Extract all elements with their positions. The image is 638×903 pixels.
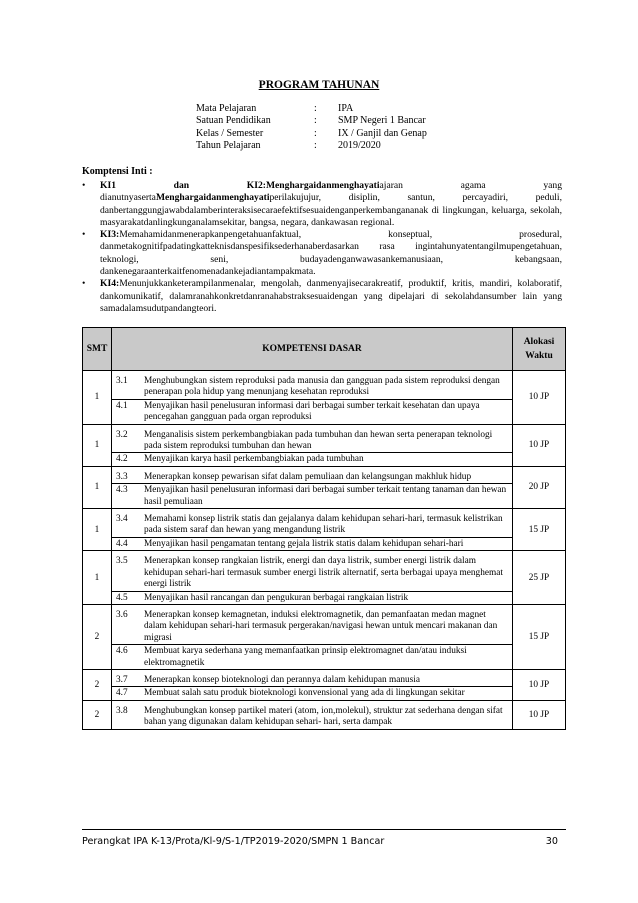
kd-number: 4.6 <box>116 646 128 657</box>
ki-heading: Komptensi Inti : <box>82 166 153 177</box>
identity-row <box>196 140 427 152</box>
kd-text: Menyajikan hasil penelusuran informasi dari berbagai sumber terkait kesehatan dan upaya pencegahan gangguan pada organ reproduksi <box>144 400 480 423</box>
semester-cell: 1 <box>83 424 112 466</box>
kd-item <box>112 551 512 590</box>
semester-cell: 1 <box>83 509 112 551</box>
ki-body-text: perilakujujur, disiplin, santun, percayadiri, peduli, danbertanggungjawabdalamberinteraksisecaraefektifsesuaidenganperkembangananak di lingkungan, keluarga, sekolah, masyarakatdanlingkunganalamsekitar, bangsa, negara, dankawasan regional. <box>100 192 562 228</box>
kd-number: 4.2 <box>116 454 128 465</box>
alokasi-waktu-cell: 15 JP <box>513 604 566 669</box>
alokasi-waktu-cell: 10 JP <box>513 424 566 466</box>
table-row <box>83 551 566 605</box>
identity-val: IX / Ganjil dan Genap <box>338 127 427 139</box>
kd-text: Memahami konsep listrik statis dan gejalanya dalam kehidupan sehari-hari, termasuk kelistrikan pada sistem saraf dan hewan yang mengandung listrik <box>144 514 503 536</box>
kd-text: Menerapkan konsep rangkaian listrik, energi dan daya listrik, sumber energi listrik dalam kehidupan sehari-hari termasuk sumber energi listrik alternatif, serta berbagai upaya menghemat energi listrik <box>144 556 503 590</box>
ki-text <box>100 229 562 278</box>
alokasi-waktu-cell: 10 JP <box>513 700 566 729</box>
identity-key: Satuan Pendidikan <box>196 115 271 127</box>
kd-text: Menerapkan konsep bioteknologi dan perannya dalam kehidupan manusia <box>144 674 420 685</box>
kd-item <box>112 425 512 453</box>
kd-item <box>112 483 512 508</box>
table-row <box>83 424 566 466</box>
kd-number: 3.2 <box>116 429 128 440</box>
table-row <box>83 669 566 700</box>
kd-cell <box>112 509 513 551</box>
kd-cell <box>112 700 513 729</box>
semester-cell: 2 <box>83 669 112 700</box>
header-alokasi-waktu: Alokasi Waktu <box>513 328 566 371</box>
identity-table <box>196 103 427 153</box>
identity-sep: : <box>314 103 317 114</box>
table-row <box>83 700 566 729</box>
identity-key: Mata Pelajaran <box>196 103 257 114</box>
semester-cell: 2 <box>83 700 112 729</box>
ki-text <box>100 180 562 229</box>
identity-row <box>196 115 427 127</box>
ki-bold-text: Menghargaidanmenghayati <box>155 192 270 204</box>
identity-sep: : <box>314 140 317 152</box>
kd-item <box>112 605 512 644</box>
kd-text: Menghubungkan sistem reproduksi pada manusia dan gangguan pada sistem reproduksi dengan penerapan pola hidup yang menunjang kesehatan reproduksi <box>144 376 500 398</box>
ki-item <box>82 180 562 229</box>
kd-text: Membuat salah satu produk bioteknologi konvensional yang ada di lingkungan sekitar <box>144 688 465 699</box>
ki-list <box>82 180 562 315</box>
identity-val: SMP Negeri 1 Bancar <box>338 115 426 127</box>
identity-row <box>196 128 427 140</box>
kd-text: Menyajikan hasil penelusuran informasi dari berbagai sumber terkait tentang tanaman dan hewan hasil pemuliaan <box>144 485 507 507</box>
identity-sep: : <box>314 127 317 139</box>
kd-item <box>112 371 512 399</box>
kd-cell <box>112 551 513 605</box>
ki-item <box>82 229 562 278</box>
alokasi-waktu-cell: 20 JP <box>513 466 566 508</box>
kd-number: 3.6 <box>116 609 128 620</box>
ki-body-text: ajaran agama yang dianutnyaserta <box>100 180 562 204</box>
table-row <box>83 604 566 669</box>
page-footer <box>82 829 566 847</box>
kd-number: 3.5 <box>116 556 128 567</box>
identity-val: 2019/2020 <box>338 140 381 152</box>
kd-item <box>112 452 512 465</box>
kd-cell <box>112 604 513 669</box>
page-number: 30 <box>545 836 558 847</box>
kd-text: Menghubungkan konsep partikel materi (atom, ion,molekul), struktur zat sederhana dengan sifat bahan yang digunakan dalam kehidupan sehari- hari, serta dampak <box>144 705 503 728</box>
table-row <box>83 509 566 551</box>
identity-key: Kelas / Semester <box>196 127 264 139</box>
kd-number: 3.8 <box>116 705 128 716</box>
identity-sep: : <box>314 115 317 127</box>
kd-text: Membuat karya sederhana yang memanfaatkan prinsip elektromagnet dan/atau induksi elektromagnetik <box>144 646 467 668</box>
ki-bold-text: KI4: <box>100 278 120 290</box>
alokasi-waktu-cell: 10 JP <box>513 669 566 700</box>
identity-row <box>196 103 427 115</box>
kd-number: 4.4 <box>116 538 128 549</box>
ki-bold-text: KI3: <box>100 229 120 241</box>
kd-number: 4.7 <box>116 688 128 699</box>
kd-number: 4.1 <box>116 400 128 411</box>
bullet-icon: • <box>82 180 86 191</box>
document-title: PROGRAM TAHUNAN <box>258 79 380 91</box>
kd-cell <box>112 669 513 700</box>
kd-number: 3.7 <box>116 674 128 685</box>
footer-document-code: Perangkat IPA K-13/Prota/Kl-9/S-1/TP2019-2020/SMPN 1 Bancar <box>82 836 385 847</box>
kd-item <box>112 644 512 669</box>
identity-key: Tahun Pelajaran <box>196 140 261 152</box>
kd-text: Menerapkan konsep pewarisan sifat dalam pemuliaan dan kelangsungan makhluk hidup <box>144 471 472 482</box>
bullet-icon: • <box>82 229 86 241</box>
alokasi-waktu-cell: 10 JP <box>513 371 566 425</box>
bullet-icon: • <box>82 278 86 290</box>
identity-val: IPA <box>338 103 354 114</box>
kd-number: 4.3 <box>116 485 128 496</box>
kd-number: 4.5 <box>116 592 128 603</box>
header-smt: SMT <box>83 328 112 371</box>
ki-body-text: Menunjukkanketerampilanmenalar, mengolah, danmenyajisecarakreatif, produktif, kritis, mandiri, kolaboratif, dankomunikatif, dalamranahkonkretdanranahabstraksesuaidengan yang dipelajari di sekolahdansumber lain yang samadalamsudutpandangteori. <box>100 278 562 314</box>
alokasi-waktu-cell: 15 JP <box>513 509 566 551</box>
kd-number: 3.1 <box>116 376 128 386</box>
kd-text: Menganalisis sistem perkembangbiakan pada tumbuhan dan hewan serta penerapan teknologi pada sistem reproduksi tumbuhan dan hewan <box>144 429 493 452</box>
ki-bold-text: KI1 dan KI2:Menghargaidanmenghayati <box>100 180 380 191</box>
ki-text <box>100 278 562 315</box>
kd-item <box>112 467 512 483</box>
semester-cell: 1 <box>83 466 112 508</box>
kd-cell <box>112 466 513 508</box>
ki-item <box>82 278 562 315</box>
kd-text: Menyajikan karya hasil perkembangbiakan pada tumbuhan <box>144 454 364 465</box>
semester-cell: 1 <box>83 551 112 605</box>
table-row <box>83 371 566 425</box>
ki-body-text: Memahamidanmenerapkanpengetahuanfaktual, konseptual, prosedural, danmetakognitifpadatingkatteknisdanspesifiksederhanaberdasarkan rasa ingintahunyatentangilmupengetahuan, teknologi, seni, budayadenganwawasankemanusiaan, kebangsaan, dankenegaraanterkaitfenomenadankejadiantampakmata. <box>100 229 562 278</box>
kd-item <box>112 686 512 699</box>
kd-text: Menyajikan hasil pengamatan tentang gejala listrik statis dalam kehidupan sehari-hari <box>144 538 464 549</box>
kd-item <box>112 399 512 424</box>
kd-item <box>112 537 512 550</box>
kd-item <box>112 509 512 537</box>
kd-item <box>112 670 512 686</box>
kd-cell <box>112 371 513 425</box>
semester-cell: 1 <box>83 371 112 425</box>
header-kompetensi-dasar: KOMPETENSI DASAR <box>112 328 513 371</box>
kd-cell <box>112 424 513 466</box>
kompetensi-dasar-table <box>82 327 566 730</box>
kd-text: Menerapkan konsep kemagnetan, induksi elektromagnetik, dan pemanfaatan medan magnet dalam kehidupan sehari-hari termasuk pergerakan/navigasi hewan untuk mencari makanan dan migrasi <box>144 609 498 643</box>
table-row <box>83 466 566 508</box>
kd-text: Menyajikan hasil rancangan dan pengukuran berbagai rangkaian listrik <box>144 592 409 603</box>
semester-cell: 2 <box>83 604 112 669</box>
kd-number: 3.3 <box>116 471 128 482</box>
alokasi-waktu-cell: 25 JP <box>513 551 566 605</box>
kd-item <box>112 701 512 729</box>
kd-number: 3.4 <box>116 514 128 525</box>
kd-item <box>112 591 512 604</box>
